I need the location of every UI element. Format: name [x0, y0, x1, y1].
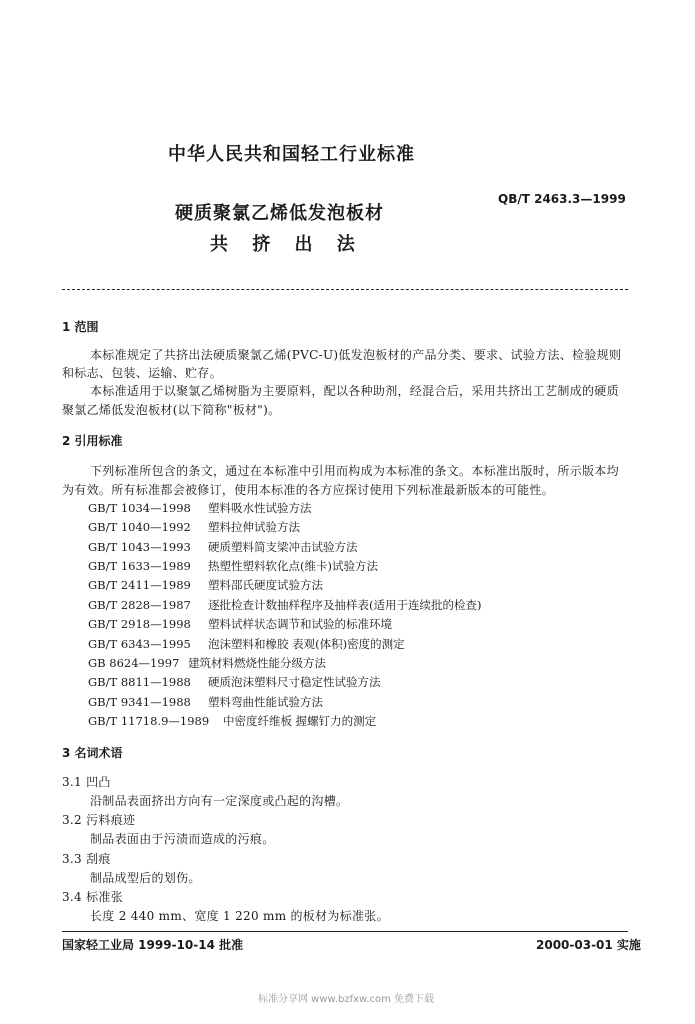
document-subtitle: 共 挤 出 法 — [210, 234, 355, 255]
scope-paragraph-1: 本标准规定了共挤出法硬质聚氯乙烯(PVC-U)低发泡板材的产品分类、要求、试验方法、检验规则 — [90, 348, 622, 362]
term-heading: 3.2 污料痕迹 — [62, 813, 136, 827]
scope-paragraph-2-cont: 聚氯乙烯低发泡板材(以下简称"板材")。 — [62, 403, 281, 417]
reference-item: GB/T 2411—1989 塑料邵氏硬度试验方法 — [88, 578, 323, 592]
issuing-organization: 中华人民共和国轻工行业标准 — [168, 144, 415, 165]
term-definition: 制品成型后的划伤。 — [90, 871, 201, 885]
term-heading: 3.4 标准张 — [62, 890, 123, 904]
reference-item: GB/T 6343—1995 泡沫塑料和橡胶 表观(体积)密度的测定 — [88, 637, 405, 651]
reference-item: GB/T 8811—1988 硬质泡沫塑料尺寸稳定性试验方法 — [88, 675, 381, 689]
reference-item: GB/T 11718.9—1989 中密度纤维板 握螺钉力的测定 — [88, 714, 377, 728]
section-heading-scope: 1 范围 — [62, 320, 99, 334]
reference-item: GB/T 1633—1989 热塑性塑料软化点(维卡)试验方法 — [88, 559, 378, 573]
scope-paragraph-2: 本标准适用于以聚氯乙烯树脂为主要原料，配以各种助剂，经混合后，采用共挤出工艺制成的硬质 — [90, 384, 619, 398]
header-divider — [62, 289, 628, 290]
section-heading-terms: 3 名词术语 — [62, 746, 123, 760]
references-intro: 下列标准所包含的条文，通过在本标准中引用而构成为本标准的条文。本标准出版时，所示版本均 — [90, 464, 619, 478]
reference-item: GB/T 1043—1993 硬质塑料简支梁冲击试验方法 — [88, 540, 358, 554]
term-definition: 沿制品表面挤出方向有一定深度或凸起的沟槽。 — [90, 794, 349, 808]
term-definition: 制品表面由于污渍而造成的污痕。 — [90, 832, 275, 846]
reference-item: GB/T 1034—1998 塑料吸水性试验方法 — [88, 501, 312, 515]
footer-divider — [62, 931, 628, 932]
section-heading-references: 2 引用标准 — [62, 434, 123, 448]
scope-paragraph-1-cont: 和标志、包装、运输、贮存。 — [62, 366, 222, 380]
term-definition: 长度 2 440 mm、宽度 1 220 mm 的板材为标准张。 — [90, 909, 389, 923]
reference-item: GB/T 1040—1992 塑料拉伸试验方法 — [88, 520, 300, 534]
term-heading: 3.1 凹凸 — [62, 775, 111, 789]
watermark-text: 标准分享网 www.bzfxw.com 免费下载 — [258, 994, 434, 1005]
term-heading: 3.3 刮痕 — [62, 852, 111, 866]
reference-item: GB/T 9341—1988 塑料弯曲性能试验方法 — [88, 695, 323, 709]
document-title: 硬质聚氯乙烯低发泡板材 — [175, 203, 384, 224]
reference-item: GB/T 2918—1998 塑料试样状态调节和试验的标准环境 — [88, 617, 392, 631]
approval-date: 国家轻工业局 1999-10-14 批准 — [62, 938, 244, 952]
references-intro-cont: 为有效。所有标准都会被修订，使用本标准的各方应探讨使用下列标准最新版本的可能性。 — [62, 483, 555, 497]
reference-item: GB/T 2828—1987 逐批检查计数抽样程序及抽样表(适用于连续批的检查) — [88, 598, 482, 612]
implementation-date: 2000-03-01 实施 — [536, 938, 641, 952]
standard-code: QB/T 2463.3—1999 — [498, 192, 626, 206]
reference-item: GB 8624—1997 建筑材料燃烧性能分级方法 — [88, 656, 326, 670]
